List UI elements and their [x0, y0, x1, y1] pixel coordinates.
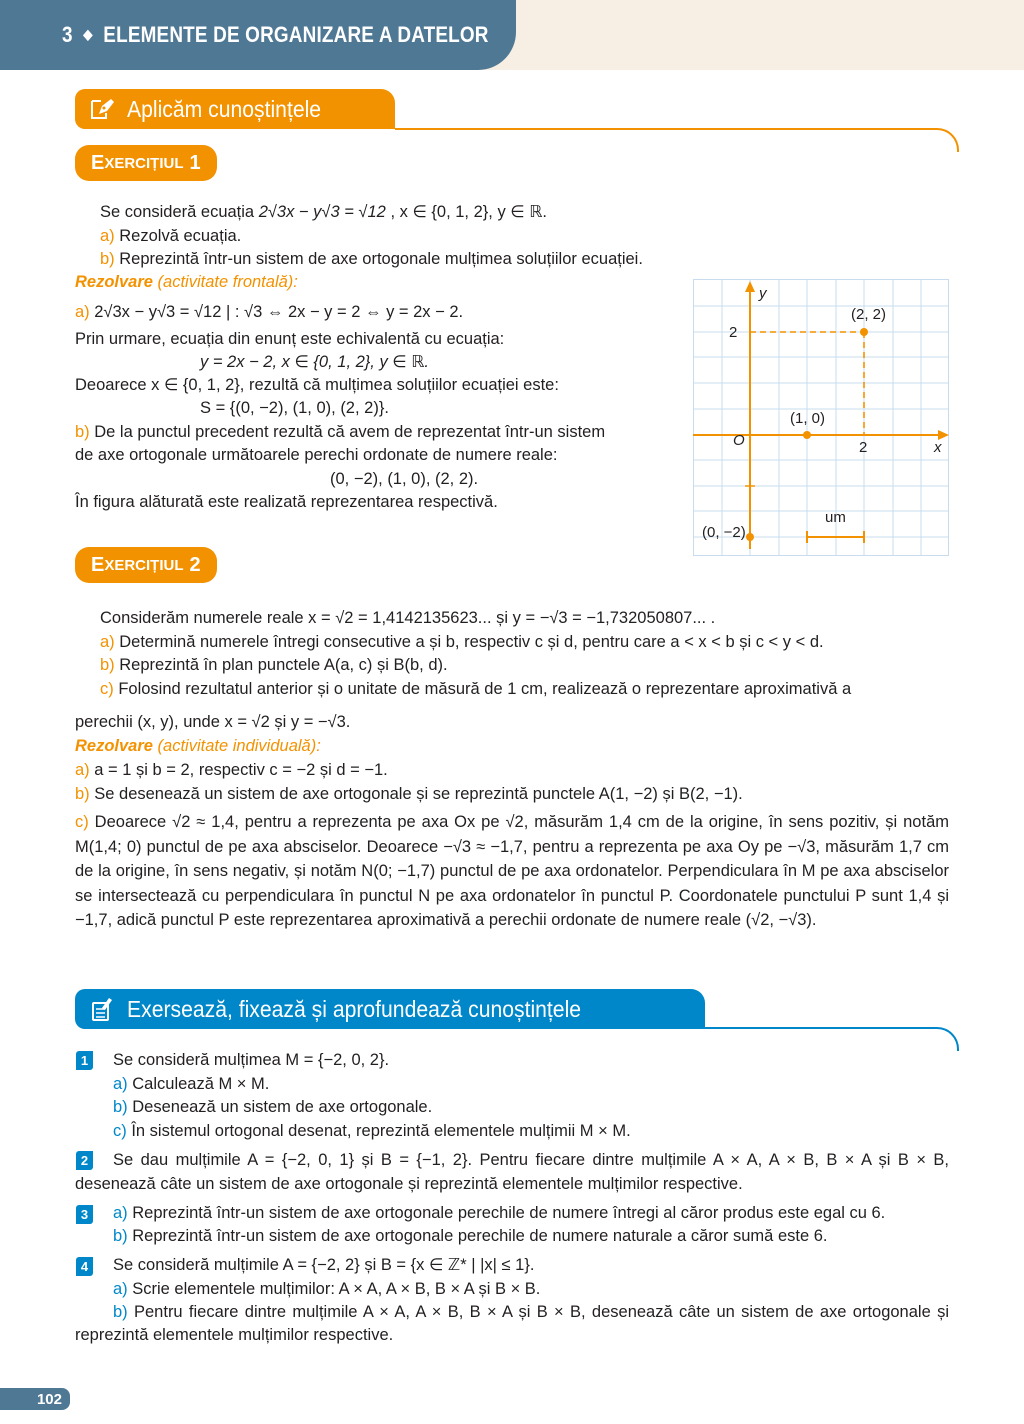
origin-label: O [733, 432, 745, 449]
ex2-solution-a [75, 760, 388, 780]
pill-initial: E [91, 151, 105, 174]
exercise-number-badge: 3 [76, 1205, 93, 1224]
ex1-domain: , x ∈ {0, 1, 2}, y ∈ ℝ. [385, 203, 547, 221]
ex1-statement [100, 202, 547, 222]
solution-label: Rezolvare [75, 273, 153, 291]
ex2-part-a [100, 632, 824, 652]
exercise-number-badge: 1 [76, 1051, 93, 1070]
pen-note-icon [89, 96, 115, 122]
ex1-part-a [100, 226, 241, 246]
part-label: c) [75, 813, 89, 831]
part-label: a) [75, 761, 90, 779]
part-text: Reprezintă în plan punctele A(a, c) și B(b, d). [114, 656, 448, 674]
part-label: a) [75, 303, 90, 321]
part-label: a) [100, 633, 115, 651]
practice-4-part-a [113, 1279, 540, 1299]
part-text: De la punctul precedent rezultă că avem de reprezentat într-un sistem [89, 423, 606, 441]
diamond-icon: ◆ [83, 26, 93, 42]
part-text: Calculează M × M. [127, 1075, 270, 1093]
section-apply-title: Aplicăm cunoștințele [127, 95, 322, 122]
part-label: a) [113, 1280, 128, 1298]
y-axis-label: y [759, 285, 767, 302]
part-text: Folosind rezultatul anterior și o unitate de măsură de 1 cm, realizează o reprezentare aproximativă a [113, 680, 852, 698]
part-label: b) [113, 1098, 128, 1116]
ex1-line-4: S = {(0, −2), (1, 0), (2, 2)}. [200, 399, 389, 417]
part-text: Pentru fiecare dintre mulțimile A × A, A × B, B × A și B × B, desenează câte un sistem de axe ortogonale și reprezintă elementele mulțimilor respective. [75, 1303, 949, 1344]
part-label: b) [113, 1227, 128, 1245]
section-practice-tab [75, 989, 705, 1029]
ex2-solution-b [75, 784, 743, 804]
part-label: b) [100, 250, 115, 268]
ex1-line-2: y = 2x − 2, x ∈ {0, 1, 2}, y ∈ ℝ. [200, 353, 429, 371]
part-label: b) [75, 785, 90, 803]
point-label-0-neg2: (0, −2) [702, 524, 746, 541]
solution-label: Rezolvare [75, 737, 153, 755]
x-axis-label: x [934, 439, 942, 456]
part-text: Se desenează un sistem de axe ortogonale și se reprezintă punctele A(1, −2) și B(2, −1). [89, 785, 743, 803]
ex1-solution-a [75, 302, 463, 322]
ex1-solution-heading [75, 272, 298, 292]
section-practice-title: Exersează, fixează și aprofundează cunoștințele [127, 995, 582, 1022]
ex1-part-b [100, 249, 643, 269]
part-text: Reprezintă într-un sistem de axe ortogonale perechile de numere întregi al căror produs este egal cu 6. [127, 1204, 886, 1222]
chapter-title [62, 22, 489, 48]
pill-initial: E [91, 553, 105, 576]
section-apply-rule-curve [933, 128, 959, 152]
part-text: Desenează un sistem de axe ortogonale. [127, 1098, 433, 1116]
section-practice-rule [705, 1027, 935, 1029]
exercise-number-badge: 4 [76, 1257, 93, 1276]
ex1-solution-b [75, 422, 605, 442]
y-tick-2: 2 [729, 324, 738, 341]
chapter-header [0, 0, 516, 70]
pill-number: 2 [189, 553, 201, 576]
part-label: b) [75, 423, 90, 441]
clipboard-pen-icon [89, 996, 115, 1022]
part-text: Determină numerele întregi consecutive a și b, respectiv c și d, pentru care a < x < b și c < y < d. [114, 633, 824, 651]
practice-1-part-b [113, 1097, 432, 1117]
part-text: Reprezintă într-un sistem de axe ortogonale perechile de numere naturale a căror sumă este 6. [127, 1227, 828, 1245]
page-number: 102 [0, 1388, 70, 1410]
part-label: c) [113, 1122, 127, 1140]
ex1-line-1: Prin urmare, ecuația din enunț este echivalentă cu ecuația: [75, 330, 505, 348]
part-label: b) [100, 656, 115, 674]
part-text: Deoarece √2 ≈ 1,4, pentru a reprezenta pe axa Ox pe √2, măsurăm 1,4 cm de la origine, în sens pozitiv, și notăm M(1,4; 0) punctul de pe axa absciselor. Deoarece −√3 ≈ −1,7, pentru a reprezenta pe axa Oy pe −√3, măsurăm 1,7 cm de la origine, în sens negativ, și notăm N(0; −1,7) punctul de pe axa ordonatelor. Perpendiculara în M pe axa absciselor se intersectează cu perpendiculara în punctul N pe axa ordonatelor în punctul P. Coordonatele punctului P sunt 1,4 și −1,7, adică punctul P este reprezentarea aproximativă a perechii ordonate de numere reale (√2, −√3). [75, 813, 949, 929]
section-apply-tab [75, 89, 395, 129]
solution-type: (activitate frontală): [152, 273, 298, 291]
part-text: 2√3x − y√3 = √12 | : √3 ⇔ 2x − y = 2 ⇔ y = 2x − 2. [89, 303, 464, 321]
ex2-solution-c [75, 810, 949, 933]
ex2-part-c-cont: perechii (x, y), unde x = √2 și y = −√3. [75, 713, 351, 731]
solution-type: (activitate individuală): [152, 737, 321, 755]
ex2-solution-heading [75, 736, 321, 756]
chapter-number: 3 [62, 22, 73, 47]
ex1-line-3: Deoarece x ∈ {0, 1, 2}, rezultă că mulțimea soluțiilor ecuației este: [75, 376, 559, 394]
point-label-1-0: (1, 0) [790, 410, 826, 427]
exercise-number-badge: 2 [76, 1151, 93, 1170]
part-text: Rezolvă ecuația. [114, 227, 242, 245]
ex2-part-c [100, 679, 949, 699]
pill-rest: XERCIȚIUL [104, 556, 184, 574]
practice-4-statement: Se consideră mulțimile A = {−2, 2} și B = {x ∈ ℤ* | |x| ≤ 1}. [113, 1256, 535, 1274]
practice-2-statement: Se dau mulțimile A = {−2, 0, 1} și B = {−1, 2}. Pentru fiecare dintre mulțimile A × A, A × B, B × A și B × B, desenează câte un sistem de axe ortogonale și reprezintă elementele mulțimilor respective. [75, 1151, 949, 1193]
unit-label: um [825, 509, 846, 526]
x-tick-2: 2 [859, 439, 868, 456]
section-practice-rule-curve [933, 1027, 959, 1051]
part-label: a) [100, 227, 115, 245]
part-label: a) [113, 1204, 128, 1222]
part-label: b) [113, 1303, 128, 1321]
coordinate-graph [693, 279, 949, 556]
practice-3-part-b [113, 1226, 827, 1246]
part-text: Scrie elementele mulțimilor: A × A, A × B, B × A și B × B. [127, 1280, 541, 1298]
ex1-equation: 2√3x − y√3 = √12 [258, 203, 386, 221]
part-text: Reprezintă într-un sistem de axe ortogonale mulțimea soluțiilor ecuației. [114, 250, 643, 268]
ex2-statement: Considerăm numerele reale x = √2 = 1,4142135623... și y = −√3 = −1,732050807... . [100, 609, 716, 627]
ex1-statement-prefix: Se consideră ecuația [100, 203, 259, 221]
ex1-line-6: (0, −2), (1, 0), (2, 2). [330, 470, 479, 488]
pill-number: 1 [189, 151, 201, 174]
ex2-part-b [100, 655, 448, 675]
practice-3-part-a [113, 1203, 885, 1223]
exercise-2-pill [75, 547, 217, 583]
pill-rest: XERCIȚIUL [104, 154, 184, 172]
exercise-1-pill [75, 145, 217, 181]
part-label: a) [113, 1075, 128, 1093]
practice-1-part-c [113, 1121, 631, 1141]
practice-1-statement: Se consideră mulțimea M = {−2, 0, 2}. [113, 1051, 390, 1069]
chapter-title-text: ELEMENTE DE ORGANIZARE A DATELOR [103, 22, 489, 47]
part-label: c) [100, 680, 114, 698]
part-text: În sistemul ortogonal desenat, reprezintă elementele mulțimii M × M. [126, 1122, 631, 1140]
ex1-line-7: În figura alăturată este realizată reprezentarea respectivă. [75, 493, 498, 511]
part-text: a = 1 și b = 2, respectiv c = −2 și d = −1. [89, 761, 388, 779]
practice-4-part-b [75, 1301, 949, 1347]
point-label-2-2: (2, 2) [851, 306, 887, 323]
practice-1-part-a [113, 1074, 269, 1094]
ex1-line-5: de axe ortogonale următoarele perechi ordonate de numere reale: [75, 446, 558, 464]
section-apply-rule [395, 128, 935, 130]
